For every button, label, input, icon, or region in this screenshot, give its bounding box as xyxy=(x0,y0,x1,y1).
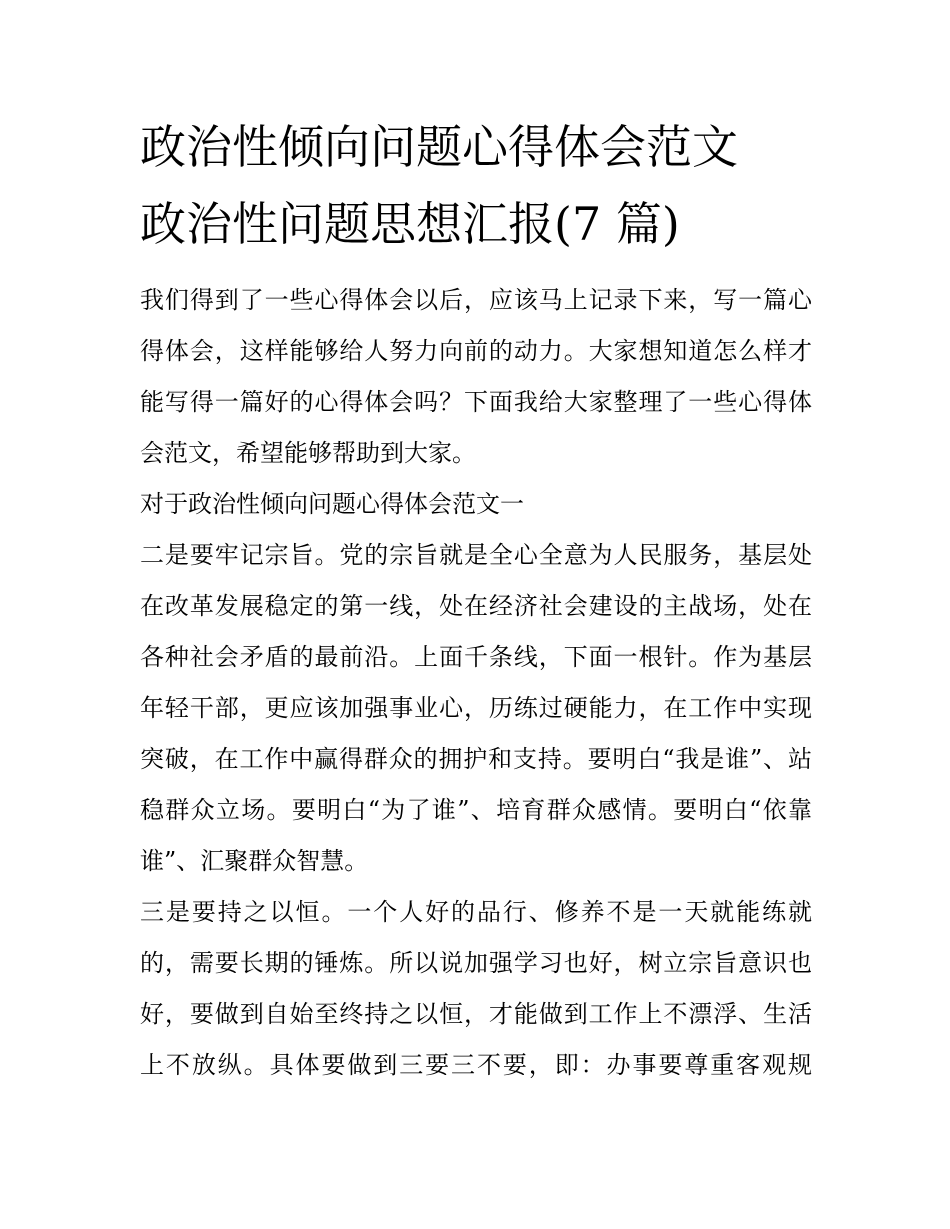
paragraph-2-line-1: 二是要牢记宗旨。党的宗旨就是全心全意为人民服务，基层处 xyxy=(140,541,812,569)
intro-line-1: 我们得到了一些心得体会以后，应该马上记录下来，写一篇心 xyxy=(140,286,812,314)
paragraph-2-line-6: 稳群众立场。要明白“为了谁”、培育群众感情。要明白“依靠 xyxy=(140,796,812,824)
intro-line-2: 得体会，这样能够给人努力向前的动力。大家想知道怎么样才 xyxy=(140,337,812,365)
paragraph-3-line-3: 好，要做到自始至终持之以恒，才能做到工作上不漂浮、生活 xyxy=(140,1000,812,1028)
paragraph-3-line-1: 三是要持之以恒。一个人好的品行、修养不是一天就能练就 xyxy=(140,898,812,926)
paragraph-2-line-3: 各种社会矛盾的最前沿。上面千条线，下面一根针。作为基层 xyxy=(140,643,812,671)
section-heading: 对于政治性倾向问题心得体会范文一 xyxy=(140,490,524,518)
intro-line-3: 能写得一篇好的心得体会吗？下面我给大家整理了一些心得体 xyxy=(140,388,812,416)
paragraph-3-line-4: 上不放纵。具体要做到三要三不要，即：办事要尊重客观规 xyxy=(140,1051,812,1079)
paragraph-3-line-2: 的，需要长期的锤炼。所以说加强学习也好，树立宗旨意识也 xyxy=(140,949,812,977)
paragraph-2-line-4: 年轻干部，更应该加强事业心，历练过硬能力，在工作中实现 xyxy=(140,694,812,722)
paragraph-2-line-5: 突破，在工作中赢得群众的拥护和支持。要明白“我是谁”、站 xyxy=(140,745,812,773)
paragraph-2-line-7: 谁”、汇聚群众智慧。 xyxy=(140,847,369,875)
document-title-line-1: 政治性倾向问题心得体会范文 xyxy=(140,120,738,174)
paragraph-2-line-2: 在改革发展稳定的第一线，处在经济社会建设的主战场，处在 xyxy=(140,592,812,620)
intro-line-4: 会范文，希望能够帮助到大家。 xyxy=(140,439,476,467)
document-title-line-2: 政治性问题思想汇报(7 篇) xyxy=(140,197,680,251)
